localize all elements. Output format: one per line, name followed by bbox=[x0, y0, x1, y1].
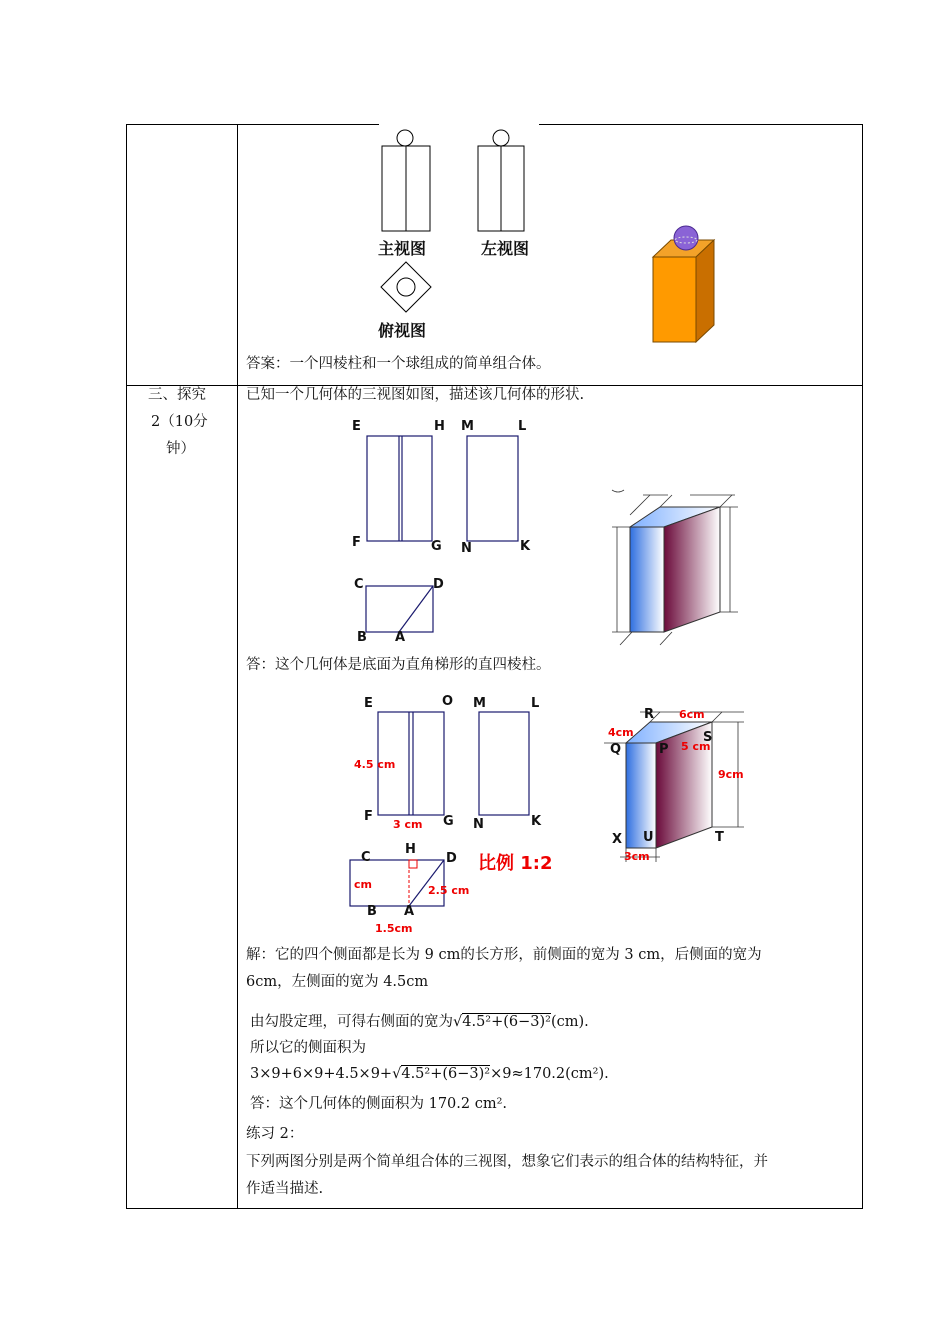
fig1-letter-G: G bbox=[431, 539, 442, 554]
fig2-dim-3cm: 3 cm bbox=[393, 818, 423, 831]
formula-line-4: 答：这个几何体的侧面积为 170.2 cm². bbox=[250, 1096, 508, 1112]
exercise-title: 练习 2： bbox=[246, 1126, 304, 1142]
fig3-letter-S: S bbox=[703, 730, 713, 745]
section-label-1: 三、探究 bbox=[148, 387, 206, 403]
fig3-letter-U: U bbox=[643, 830, 654, 845]
fig3-letter-P: P bbox=[659, 742, 669, 757]
formula-3-radicand: 4.5²+(6−3)² bbox=[401, 1066, 491, 1082]
formula-line-2: 所以它的侧面积为 bbox=[250, 1040, 366, 1056]
scale-label: 比例 1:2 bbox=[478, 853, 553, 874]
fig2-letter-A: A bbox=[404, 904, 415, 919]
fig1-letter-C: C bbox=[354, 577, 364, 592]
fig3-letter-Q: Q bbox=[610, 742, 622, 757]
fig2-dim-cm: cm bbox=[354, 878, 372, 891]
fig2-letter-F: F bbox=[364, 809, 373, 824]
fig2-letter-E: E bbox=[364, 696, 373, 711]
formula-line-1 bbox=[250, 1010, 589, 1031]
fig3-dim-9cm: 9cm bbox=[718, 768, 744, 781]
fig3-dim-4cm: 4cm bbox=[608, 726, 634, 739]
fig1-letter-D: D bbox=[433, 577, 444, 592]
section-label-2: 2（10分 bbox=[151, 414, 208, 430]
fig2-letter-B: B bbox=[367, 904, 377, 919]
fig2-letter-N: N bbox=[473, 817, 484, 832]
fig3-dim-5cm: 5 cm bbox=[681, 740, 711, 753]
fig2-letter-O: O bbox=[442, 694, 454, 709]
fig2-letter-H: H bbox=[405, 842, 416, 857]
sqrt-sign: √ bbox=[453, 1014, 463, 1030]
question-text: 已知一个几何体的三视图如图，描述该几何体的形状. bbox=[246, 387, 585, 403]
fig2-dim-2-5cm: 2.5 cm bbox=[428, 884, 470, 897]
exercise-line-2: 作适当描述. bbox=[246, 1181, 324, 1197]
top-view-label: 俯视图 bbox=[378, 321, 427, 340]
fig3-dim-6cm: 6cm bbox=[679, 708, 705, 721]
fig3-letter-R: R bbox=[644, 707, 655, 722]
fig1-letter-K: K bbox=[520, 539, 531, 554]
fig2-dim-1-5cm: 1.5cm bbox=[375, 922, 413, 935]
formula-1-pre: 由勾股定理，可得右侧面的宽为 bbox=[250, 1014, 453, 1030]
fig3-dim-3cm: 3cm bbox=[624, 850, 650, 863]
fig1-letter-M: M bbox=[461, 419, 474, 434]
formula-3-post: ×9≈170.2(cm²). bbox=[490, 1066, 609, 1082]
fig2-letter-M: M bbox=[473, 696, 486, 711]
formula-3-pre: 3×9+6×9+4.5×9+ bbox=[250, 1066, 393, 1082]
fig3-letter-X: X bbox=[612, 832, 623, 847]
formula-1-radicand: 4.5²+(6−3)² bbox=[462, 1014, 551, 1030]
fig1-letter-B: B bbox=[357, 630, 367, 645]
fig1-letter-E: E bbox=[352, 419, 361, 434]
left-view-label: 左视图 bbox=[481, 239, 530, 258]
answer-1: 答案：一个四棱柱和一个球组成的简单组合体。 bbox=[246, 356, 551, 372]
fig2-letter-C: C bbox=[361, 850, 371, 865]
answer-2: 答：这个几何体是底面为直角梯形的直四棱柱。 bbox=[246, 657, 551, 673]
sqrt-sign: √ bbox=[392, 1066, 402, 1082]
solution-line-1: 解：它的四个侧面都是长为 9 cm的长方形，前侧面的宽为 3 cm，后侧面的宽为 bbox=[246, 947, 762, 963]
fig1-letter-H: H bbox=[434, 419, 445, 434]
fig1-letter-N: N bbox=[461, 541, 472, 556]
fig2-letter-K: K bbox=[531, 814, 542, 829]
fig1-letter-F: F bbox=[352, 535, 361, 550]
fig2-letter-G: G bbox=[443, 814, 454, 829]
formula-line-3 bbox=[250, 1066, 609, 1082]
fig1-letter-A: A bbox=[395, 630, 406, 645]
formula-1-post: (cm). bbox=[551, 1014, 589, 1030]
exercise-line-1: 下列两图分别是两个简单组合体的三视图，想象它们表示的组合体的结构特征，并 bbox=[246, 1154, 768, 1170]
fig2-letter-L: L bbox=[531, 696, 540, 711]
section-label-3: 钟） bbox=[166, 441, 195, 457]
fig1-letter-L: L bbox=[518, 419, 527, 434]
fig2-dim-4-5cm: 4.5 cm bbox=[354, 758, 396, 771]
solution-line-2: 6cm，左侧面的宽为 4.5cm bbox=[246, 974, 429, 990]
fig3-letter-T: T bbox=[715, 830, 724, 845]
front-view-label: 主视图 bbox=[378, 239, 427, 258]
fig2-letter-D: D bbox=[446, 851, 457, 866]
